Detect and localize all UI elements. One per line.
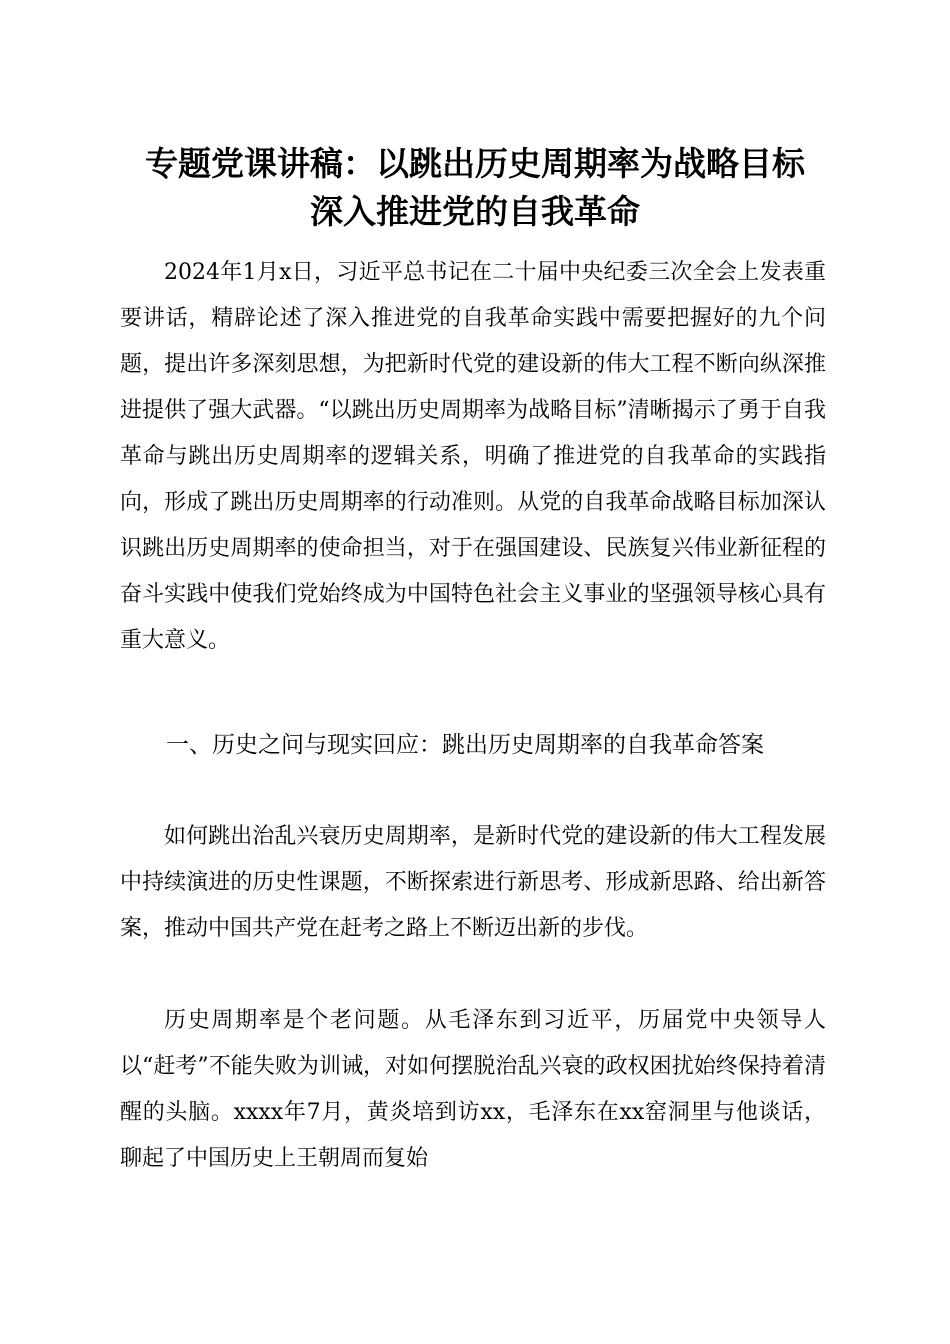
intro-paragraph: 2024年1月x日，习近平总书记在二十届中央纪委三次全会上发表重要讲话，精辟论述了深入推进党的自我革命实践中需要把握好的九个问题，提出许多深刻思想，为把新时代党的建设新的伟大工程不断向纵深推进提供了强大武器。“以跳出历史周期率为战略目标”清晰揭示了勇于自我革命与跳出历史周期率的逻辑关系，明确了推进党的自我革命的实践指向，形成了跳出历史周期率的行动准则。从党的自我革命战略目标加深认识跳出历史周期率的使命担当，对于在强国建设、民族复兴伟业新征程的奋斗实践中使我们党始终成为中国特色社会主义事业的坚强领导核心具有重大意义。 — [120, 260, 826, 653]
section-paragraph-2: 历史周期率是个老问题。从毛泽东到习近平，历届党中央领导人以“赶考”不能失败为训诫，对如何摆脱治乱兴衰的政权困扰始终保持着清醒的头脑。xxxx年7月，黄炎培到访xx，毛泽东在xx窑洞里与他谈话，聊起了中国历史上王朝周而复始 — [120, 1008, 826, 1171]
document-title-line-1: 专题党课讲稿：以跳出历史周期率为战略目标 — [145, 144, 805, 183]
document-title-line-2: 深入推进党的自我革命 — [310, 192, 640, 231]
section-heading: 一、历史之问与现实回应：跳出历史周期率的自我革命答案 — [166, 732, 764, 758]
section-paragraph-1: 如何跳出治乱兴衰历史周期率，是新时代党的建设新的伟大工程发展中持续演进的历史性课题，不断探索进行新思考、形成新思路、给出新答案，推动中国共产党在赶考之路上不断迈出新的步伐。 — [120, 824, 826, 941]
